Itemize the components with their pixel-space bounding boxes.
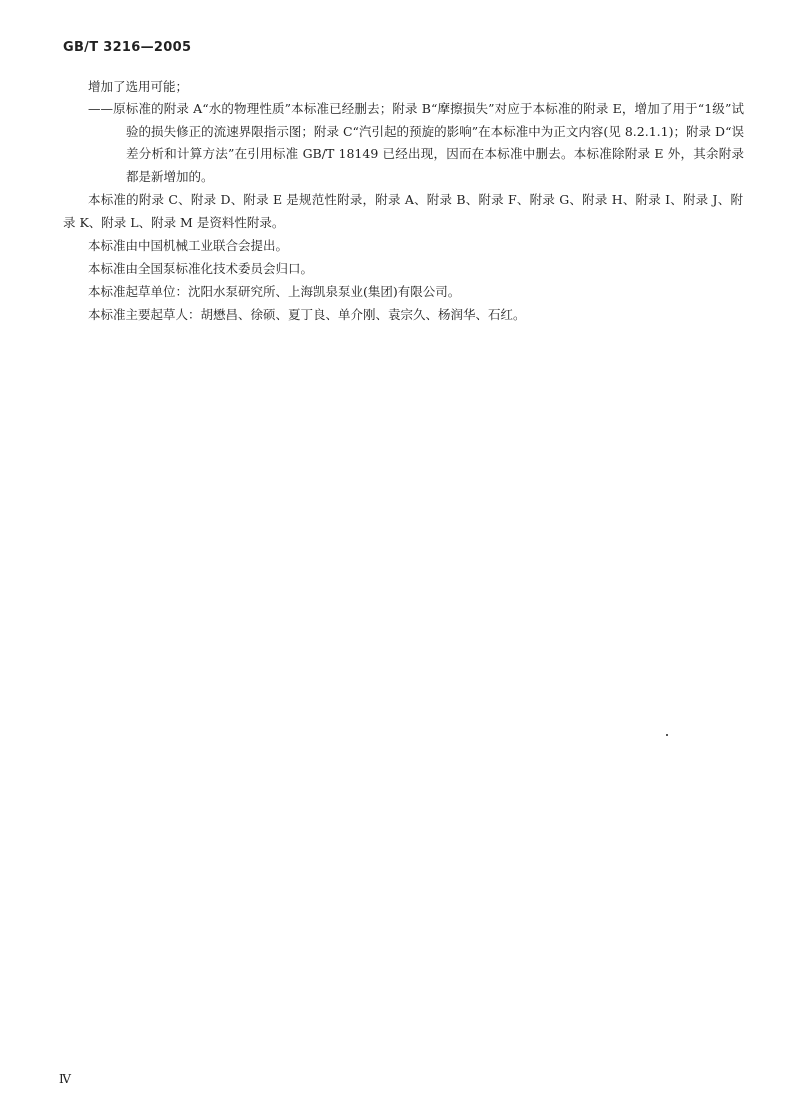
paragraph-1: 增加了选用可能；: [88, 79, 189, 94]
paragraph-drafters: 本标准主要起草人：胡懋昌、徐硕、夏丁良、单介刚、袁宗久、杨润华、石红。: [88, 307, 526, 322]
stray-mark: [666, 734, 668, 736]
paragraph-proposed-by: 本标准由中国机械工业联合会提出。: [88, 238, 289, 253]
standard-code-header: GB/T 3216—2005: [63, 40, 192, 55]
paragraph-appendix-types: 本标准的附录 C、附录 D、附录 E 是规范性附录，附录 A、附录 B、附录 F、附录 G、附录 H、附录 I、附录 J、附录 K、附录 L、附录 M 是资料性附录。: [63, 192, 743, 230]
paragraph-dash-item: ——原标准的附录 A“水的物理性质”本标准已经删去；附录 B“摩擦损失”对应于本标准的附录 E，增加了用于“1级”试验的损失修正的流速界限指示图；附录 C“汽引起的预旋的影响”在本标准中为正文内容(见 8.2.1.1)；附录 D“误差分析和计算方法”在引用标准 GB/T 18149 已经出现，因而在本标准中删去。本标准除附录 E 外，其余附录都是新增加的。: [88, 101, 744, 184]
page-number: Ⅳ: [59, 1072, 71, 1086]
paragraph-drafting-units: 本标准起草单位：沈阳水泵研究所、上海凯泉泵业(集团)有限公司。: [88, 284, 461, 299]
paragraph-centralized-by: 本标准由全国泵标准化技术委员会归口。: [88, 261, 314, 276]
